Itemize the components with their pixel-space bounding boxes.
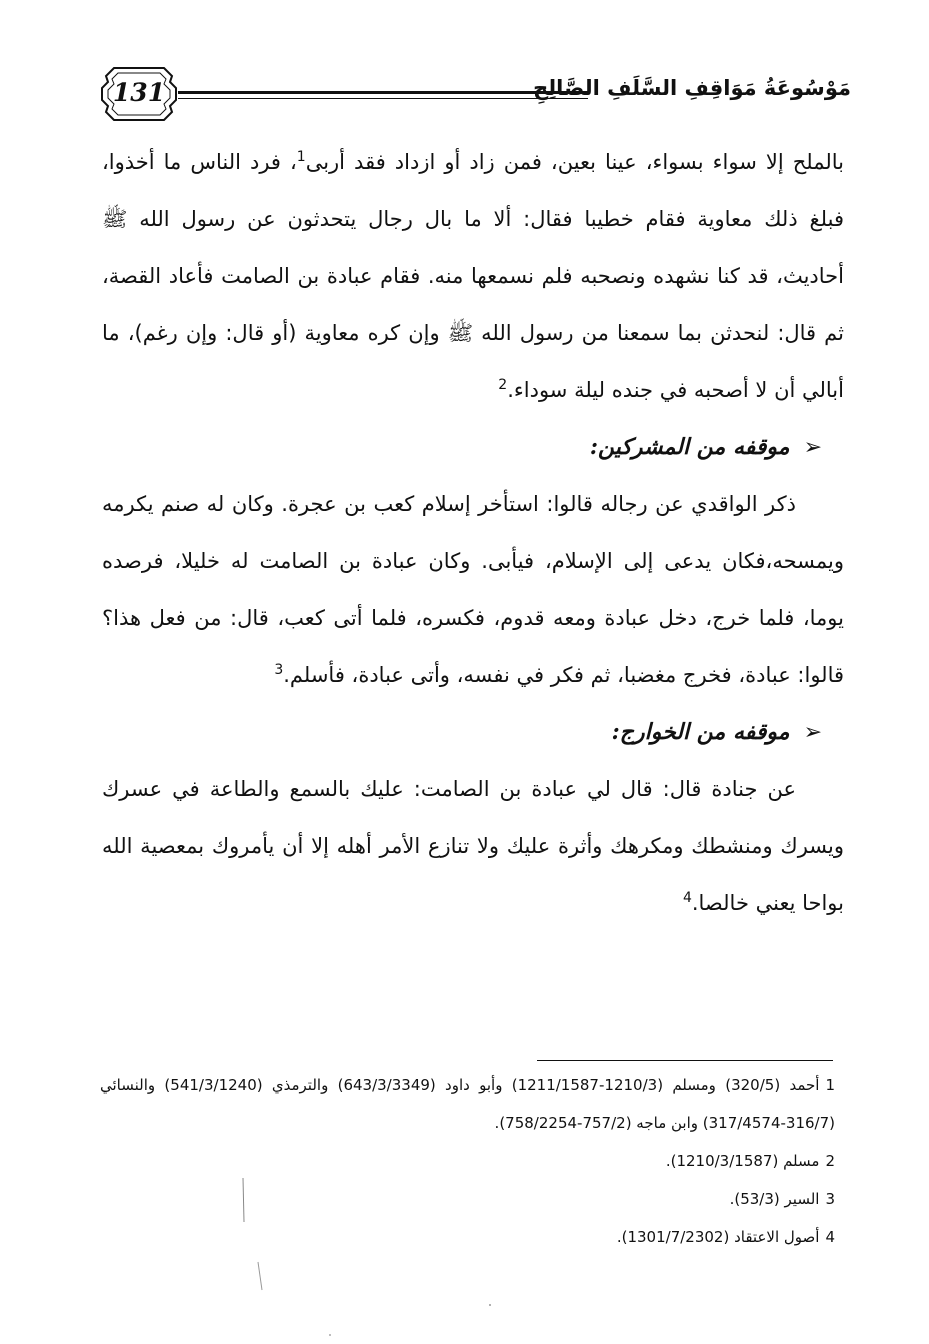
footnote-number: 2	[825, 1152, 835, 1170]
footnote-text: أصول الاعتقاد (1301/7/2302).	[616, 1228, 820, 1246]
footnote	[100, 1218, 835, 1256]
footnote-ref: 2	[498, 377, 508, 393]
page-number: 131	[112, 78, 166, 107]
section-heading-text: موقفه من الخوارج:	[611, 719, 790, 745]
section-heading-text: موقفه من المشركين:	[589, 434, 790, 460]
section-heading	[102, 704, 844, 761]
footnote-number: 3	[825, 1190, 835, 1208]
paragraph-text: عن جنادة قال: قال لي عبادة بن الصامت: عليك بالسمع والطاعة في عسرك ويسرك ومنشطك ومكرهك وأثرة عليك ولا تنازع الأمر أهله إلا أن يأمروك بمعصية الله بواحا يعني خالصا.	[102, 777, 844, 915]
section-heading	[102, 419, 844, 476]
book-title: مَوْسُوعَةُ مَوَاقِفِ السَّلَفِ الصَّالِحِ	[588, 68, 851, 108]
footnote-text: مسلم (1210/3/1587).	[665, 1152, 820, 1170]
footnote-text: السير (53/3).	[729, 1190, 820, 1208]
paragraph-text: ، فرد الناس ما أخذوا، فبلغ ذلك معاوية فقام خطيبا فقال: ألا ما بال رجال يتحدثون عن رسول الله ﷺ أحاديث، قد كنا نشهده ونصحبه فلم نسمعها منه. فقام عبادة بن الصامت فأعاد القصة، ثم قال: لنحدثن بما سمعنا من رسول الله ﷺ وإن كره معاوية (أو قال: وإن رغم)، ما أبالي أن لا أصحبه في جنده ليلة سوداء.	[102, 150, 844, 402]
footnote-text: أحمد (320/5) ومسلم (1210/3-1211/1587) وأبو داود (643/3/3349) والترمذي (541/3/1240) والنسائي (316/7-317/4574) وابن ماجه (757/2-758/2254).	[100, 1076, 835, 1132]
footnote	[100, 1142, 835, 1180]
arrow-bullet-icon: ➢	[803, 435, 822, 460]
footnote-ref: 3	[274, 662, 284, 678]
paragraph-text: بالملح إلا سواء بسواء، عينا بعين، فمن زاد أو ازداد فقد أربى	[305, 150, 844, 174]
paragraph	[102, 134, 844, 419]
footnote-separator	[537, 1060, 833, 1061]
footnote	[100, 1066, 835, 1142]
footnote-ref: 4	[682, 890, 692, 906]
paragraph-text: ذكر الواقدي عن رجاله قالوا: استأخر إسلام كعب بن عجرة. وكان له صنم يكرمه ويمسحه،فكان يدعى إلى الإسلام، فيأبى. وكان عبادة بن الصامت له خليلا، فرصده يوما، فلما خرج، دخل عبادة ومعه قدوم، فكسره، فلما أتى كعب، قال: من فعل هذا؟ قالوا: عبادة، فخرج مغضبا، ثم فكر في نفسه، وأتى عبادة، فأسلم.	[102, 492, 844, 687]
footnotes	[100, 1066, 835, 1256]
footnote-number: 1	[825, 1076, 835, 1094]
footnote-number: 4	[825, 1228, 835, 1246]
paragraph	[102, 476, 844, 704]
page-number-badge	[100, 62, 178, 126]
footnote	[100, 1180, 835, 1218]
main-text	[102, 134, 844, 932]
page-header	[100, 62, 851, 132]
paragraph	[102, 761, 844, 932]
footnote-ref: 1	[296, 149, 306, 165]
arrow-bullet-icon: ➢	[803, 720, 822, 745]
